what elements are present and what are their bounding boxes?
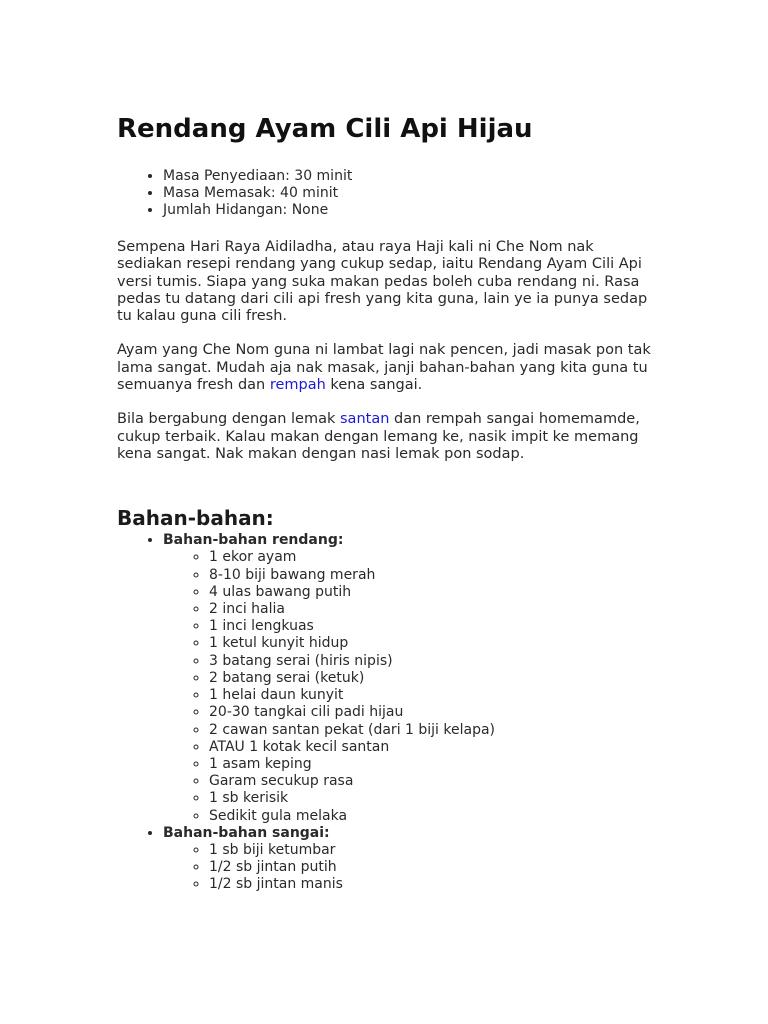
santan-link[interactable]: santan — [340, 411, 390, 428]
intro-paragraph-3-text-b: dan rempah sangai homemamde, cukup terbaik. Kalau makan dengan lemang ke, nasik impit ke memang kena sangat. Nak makan dengan nasi lemak pon sodap. — [117, 411, 640, 462]
ingredient-list — [163, 549, 657, 824]
ingredient-item: ◦ 1 ketul kunyit hidup — [209, 635, 657, 652]
recipe-document — [117, 112, 657, 894]
intro-paragraph-2-text-b: kena sangai. — [325, 377, 423, 394]
ingredient-item: ◦ 3 batang serai (hiris nipis) — [209, 653, 657, 670]
ingredient-item: ◦ Sedikit gula melaka — [209, 808, 657, 825]
intro-paragraph-2 — [117, 342, 657, 394]
intro-paragraph-3 — [117, 411, 657, 463]
ingredient-group-title: Bahan-bahan rendang: — [163, 532, 344, 549]
ingredient-list — [163, 842, 657, 894]
ingredient-item: ◦ 1 inci lengkuas — [209, 618, 657, 635]
ingredient-item: ◦ 20-30 tangkai cili padi hijau — [209, 704, 657, 721]
ingredient-group-title: Bahan-bahan sangai: — [163, 824, 330, 841]
meta-servings: • Jumlah Hidangan: None — [163, 202, 657, 219]
intro-paragraph-1: Sempena Hari Raya Aidiladha, atau raya Haji kali ni Che Nom nak sediakan resepi rendang yang cukup sedap, iaitu Rendang Ayam Cili Api versi tumis. Siapa yang suka makan pedas boleh cuba rendang ni. Rasa pedas tu datang dari cili api fresh yang kita guna, lain ye ia punya sedap tu kalau guna cili fresh. — [117, 239, 648, 325]
recipe-meta-list — [117, 168, 657, 219]
ingredient-groups — [117, 532, 657, 893]
ingredient-group — [163, 532, 657, 824]
ingredient-item: ◦ 1/2 sb jintan manis — [209, 876, 657, 893]
meta-prep-time: • Masa Penyediaan: 30 minit — [163, 168, 657, 185]
ingredient-group — [163, 825, 657, 894]
rempah-link[interactable]: rempah — [269, 377, 326, 394]
ingredient-item: ◦ ATAU 1 kotak kecil santan — [209, 739, 657, 756]
ingredient-item: ◦ 2 batang serai (ketuk) — [209, 670, 657, 687]
ingredients-heading: Bahan-bahan: — [117, 506, 274, 531]
ingredient-item: ◦ 1 helai daun kunyit — [209, 687, 657, 704]
ingredient-item: ◦ 2 inci halia — [209, 601, 657, 618]
ingredient-item: ◦ 4 ulas bawang putih — [209, 584, 657, 601]
ingredient-item: ◦ 1 sb biji ketumbar — [209, 842, 657, 859]
meta-cook-time: • Masa Memasak: 40 minit — [163, 185, 657, 202]
ingredient-item: ◦ 1 ekor ayam — [209, 549, 657, 566]
page-title: Rendang Ayam Cili Api Hijau — [117, 114, 533, 144]
intro-paragraph-3-text-a: Bila bergabung dengan lemak — [117, 411, 340, 428]
ingredient-item: ◦ 1 sb kerisik — [209, 790, 657, 807]
ingredient-item: ◦ 2 cawan santan pekat (dari 1 biji kelapa) — [209, 722, 657, 739]
ingredient-item: ◦ 1 asam keping — [209, 756, 657, 773]
ingredient-item: ◦ 1/2 sb jintan putih — [209, 859, 657, 876]
ingredient-item: ◦ 8-10 biji bawang merah — [209, 567, 657, 584]
intro-paragraph-2-text-a: Ayam yang Che Nom guna ni lambat lagi nak pencen, jadi masak pon tak lama sangat. Mudah aja nak masak, janji bahan-bahan yang kita guna tu semuanya fresh dan — [117, 342, 651, 394]
ingredient-item: ◦ Garam secukup rasa — [209, 773, 657, 790]
